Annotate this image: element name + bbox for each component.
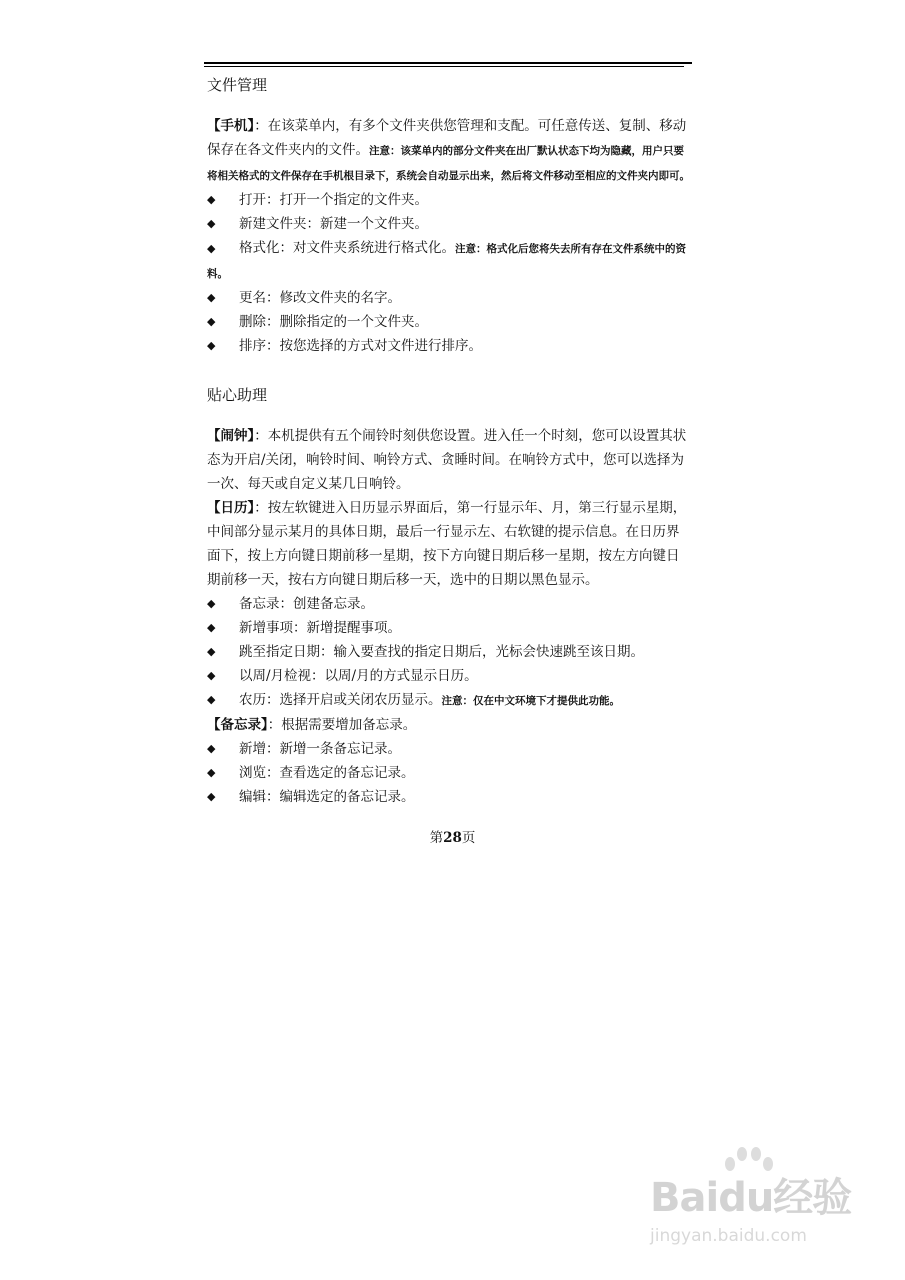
list-item [207,761,692,785]
page-number-suffix: 页 [461,830,476,846]
diamond-bullet-icon: ◆ [207,193,216,206]
bullet-note: 注意：仅在中文环境下才提供此功能。 [441,695,620,707]
bullet-text: 新增事项：新增提醒事项。 [239,620,401,636]
section-title-assistant: 贴心助理 [207,386,268,404]
memo-paragraph [207,713,692,737]
section-title-file-management: 文件管理 [207,76,268,94]
diamond-bullet-icon: ◆ [207,217,216,230]
list-item [207,592,692,616]
page-content [207,72,692,809]
list-item [207,640,692,664]
list-item [207,688,692,713]
bullet-text: 格式化：对文件夹系统进行格式化。 [239,240,455,256]
diamond-bullet-icon: ◆ [207,242,216,255]
calendar-text: ：按左软键进入日历显示界面后，第一行显示年、月，第三行显示星期，中间部分显示某月的具体日期，最后一行显示左、右软键的提示信息。在日历界面下，按上方向键日期前移一星期，按下方向键日期后移一星期，按左方向键日期前移一天，按右方向键日期后移一天，选中的日期以黑色显示。 [207,500,687,588]
diamond-bullet-icon: ◆ [207,597,216,610]
calendar-paragraph [207,496,692,592]
diamond-bullet-icon: ◆ [207,645,216,658]
header-rule-thin [204,66,684,67]
diamond-bullet-icon: ◆ [207,669,216,682]
list-item [207,286,692,310]
list-item [207,616,692,640]
bullet-text: 编辑：编辑选定的备忘记录。 [239,789,415,805]
phone-text: ：在该菜单内，有多个文件夹供您管理和支配。可任意传送、复制、移动保存在各文件夹内的文件。 [207,118,687,158]
bullet-text: 农历：选择开启或关闭农历显示。 [239,692,442,708]
list-item [207,664,692,688]
bullet-text: 打开：打开一个指定的文件夹。 [239,192,428,208]
phone-paragraph [207,114,692,188]
alarm-label: 【闹钟】 [207,428,255,444]
bullet-text: 新建文件夹：新建一个文件夹。 [239,216,428,232]
alarm-paragraph [207,424,692,496]
diamond-bullet-icon: ◆ [207,766,216,779]
phone-note: 注意：该菜单内的部分文件夹在出厂默认状态下均为隐藏，用户只要将相关格式的文件保存在手机根目录下，系统会自动显示出来，然后将文件移动至相应的文件夹内即可。 [207,145,690,182]
watermark-logo: Baidu经验 [650,1175,852,1221]
bullet-text: 跳至指定日期：输入要查找的指定日期后，光标会快速跳至该日期。 [239,644,644,660]
phone-label: 【手机】 [207,118,255,134]
alarm-text: ：本机提供有五个闹铃时刻供您设置。进入任一个时刻，您可以设置其状态为开启/关闭，响铃时间、响铃方式、贪睡时间。在响铃方式中，您可以选择为一次、每天或自定义某几日响铃。 [207,428,687,492]
diamond-bullet-icon: ◆ [207,291,216,304]
page-number-value: 28 [443,830,462,846]
diamond-bullet-icon: ◆ [207,790,216,803]
bullet-text: 新增：新增一条备忘记录。 [239,741,401,757]
list-item [207,188,692,212]
bullet-text: 以周/月检视：以周/月的方式显示日历。 [239,668,478,684]
diamond-bullet-icon: ◆ [207,742,216,755]
bullet-text: 浏览：查看选定的备忘记录。 [239,765,415,781]
list-item [207,212,692,236]
diamond-bullet-icon: ◆ [207,621,216,634]
page-number [0,826,905,846]
bullet-note: 注意：格式化后您将失去所有存在文件系统中的资料。 [207,243,686,280]
list-item [207,737,692,761]
list-item [207,785,692,809]
list-item [207,236,692,286]
diamond-bullet-icon: ◆ [207,315,216,328]
watermark-url: jingyan.baidu.com [650,1226,807,1246]
bullet-text: 排序：按您选择的方式对文件进行排序。 [239,338,482,354]
header-rule-thick [204,62,692,64]
memo-text: ：根据需要增加备忘录。 [267,717,417,733]
diamond-bullet-icon: ◆ [207,693,216,706]
calendar-label: 【日历】 [207,500,255,516]
list-item [207,310,692,334]
diamond-bullet-icon: ◆ [207,339,216,352]
bullet-text: 备忘录：创建备忘录。 [239,596,374,612]
list-item [207,334,692,358]
bullet-text: 更名：修改文件夹的名字。 [239,290,401,306]
page-number-prefix: 第 [429,830,444,846]
bullet-text: 删除：删除指定的一个文件夹。 [239,314,428,330]
memo-label: 【备忘录】 [207,717,268,733]
baidu-watermark [644,1146,864,1256]
